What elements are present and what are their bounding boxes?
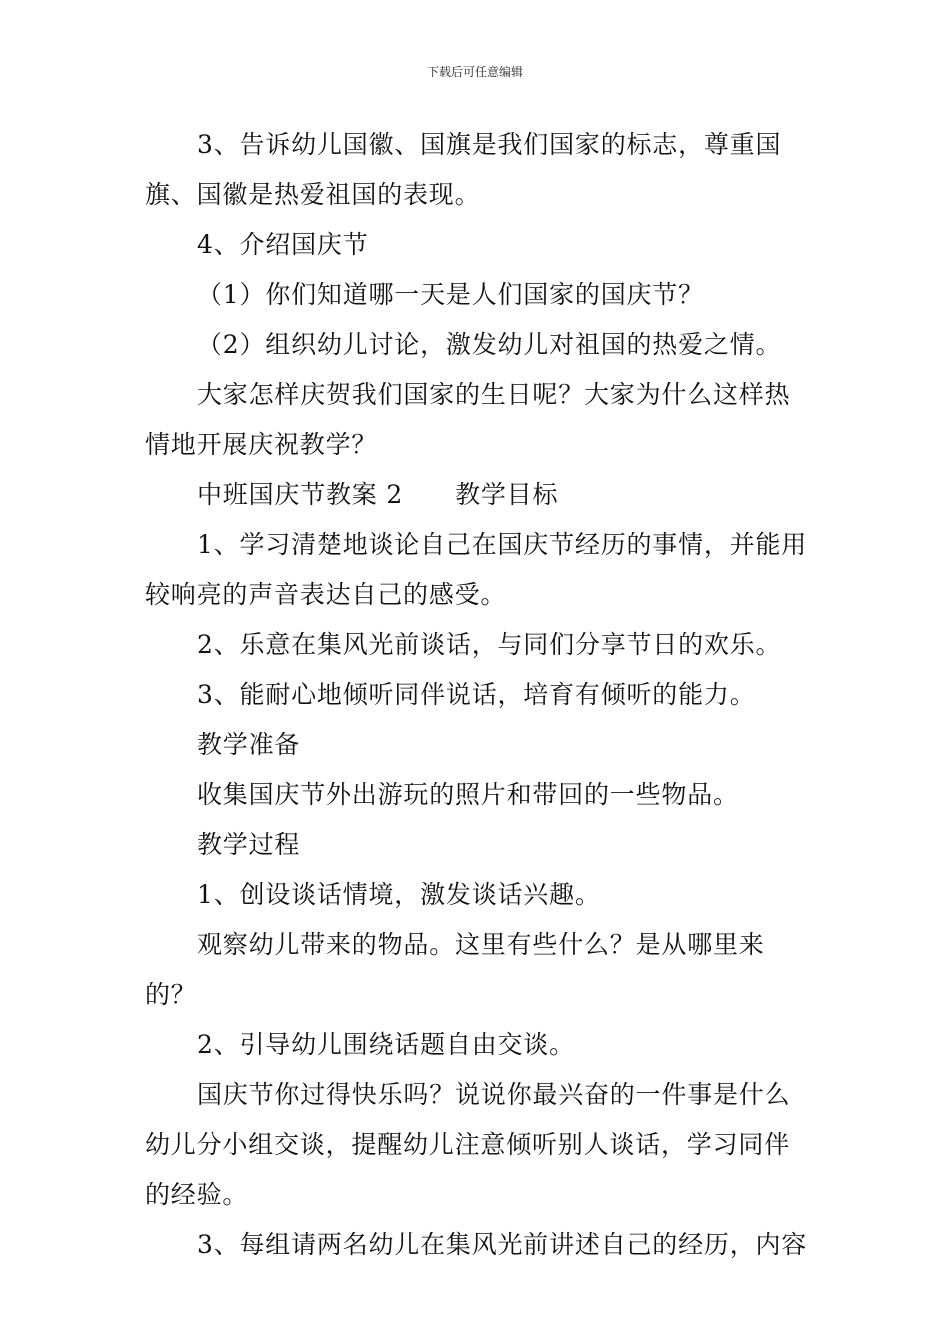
paragraph-discussion: 国庆节你过得快乐吗？说说你最兴奋的一件事是什么幼儿分小组交谈，提醒幼儿注意倾听别人谈话，学习同伴的经验。 bbox=[145, 1080, 791, 1209]
lesson-title: 中班国庆节教案 2 bbox=[197, 480, 404, 509]
paragraph-observe: 观察幼儿带来的物品。这里有些什么？是从哪里来的？ bbox=[145, 930, 765, 1009]
paragraph-celebration: 大家怎样庆贺我们国家的生日呢？大家为什么这样热情地开展庆祝教学？ bbox=[145, 380, 791, 459]
paragraph-prep-content: 收集国庆节外出游玩的照片和带回的一些物品。 bbox=[197, 780, 739, 809]
paragraph-objective-1: 1、学习清楚地谈论自己在国庆节经历的事情，并能用较响亮的声音表达自己的感受。 bbox=[145, 530, 808, 609]
paragraph-prep-heading: 教学准备 bbox=[197, 730, 301, 759]
paragraph-emblem-flag: 3、告诉幼儿国徽、国旗是我们国家的标志，尊重国旗、国徽是热爱祖国的表现。 bbox=[145, 130, 782, 209]
paragraph-process-2: 2、引导幼儿围绕话题自由交谈。 bbox=[197, 1030, 575, 1059]
paragraph-objective-2: 2、乐意在集风光前谈话，与同们分享节日的欢乐。 bbox=[197, 630, 782, 659]
paragraph-process-heading: 教学过程 bbox=[197, 830, 301, 859]
paragraph-national-day-intro: 4、介绍国庆节 bbox=[197, 230, 369, 259]
paragraph-process-1: 1、创设谈话情境，激发谈话兴趣。 bbox=[197, 880, 601, 909]
paragraph-question-1: （1）你们知道哪一天是人们国家的国庆节？ bbox=[197, 280, 704, 309]
paragraph-question-2: （2）组织幼儿讨论，激发幼儿对祖国的热爱之情。 bbox=[197, 330, 782, 359]
document-body bbox=[145, 120, 815, 1270]
lesson-objective-heading: 教学目标 bbox=[455, 480, 559, 509]
paragraph-process-3: 3、每组请两名幼儿在集风光前讲述自己的经历，内容 bbox=[197, 1230, 808, 1259]
paragraph-lesson-title bbox=[145, 470, 815, 520]
paragraph-objective-3: 3、能耐心地倾听同伴说话，培育有倾听的能力。 bbox=[197, 680, 756, 709]
page-header: 下载后可任意编辑 bbox=[426, 65, 523, 79]
